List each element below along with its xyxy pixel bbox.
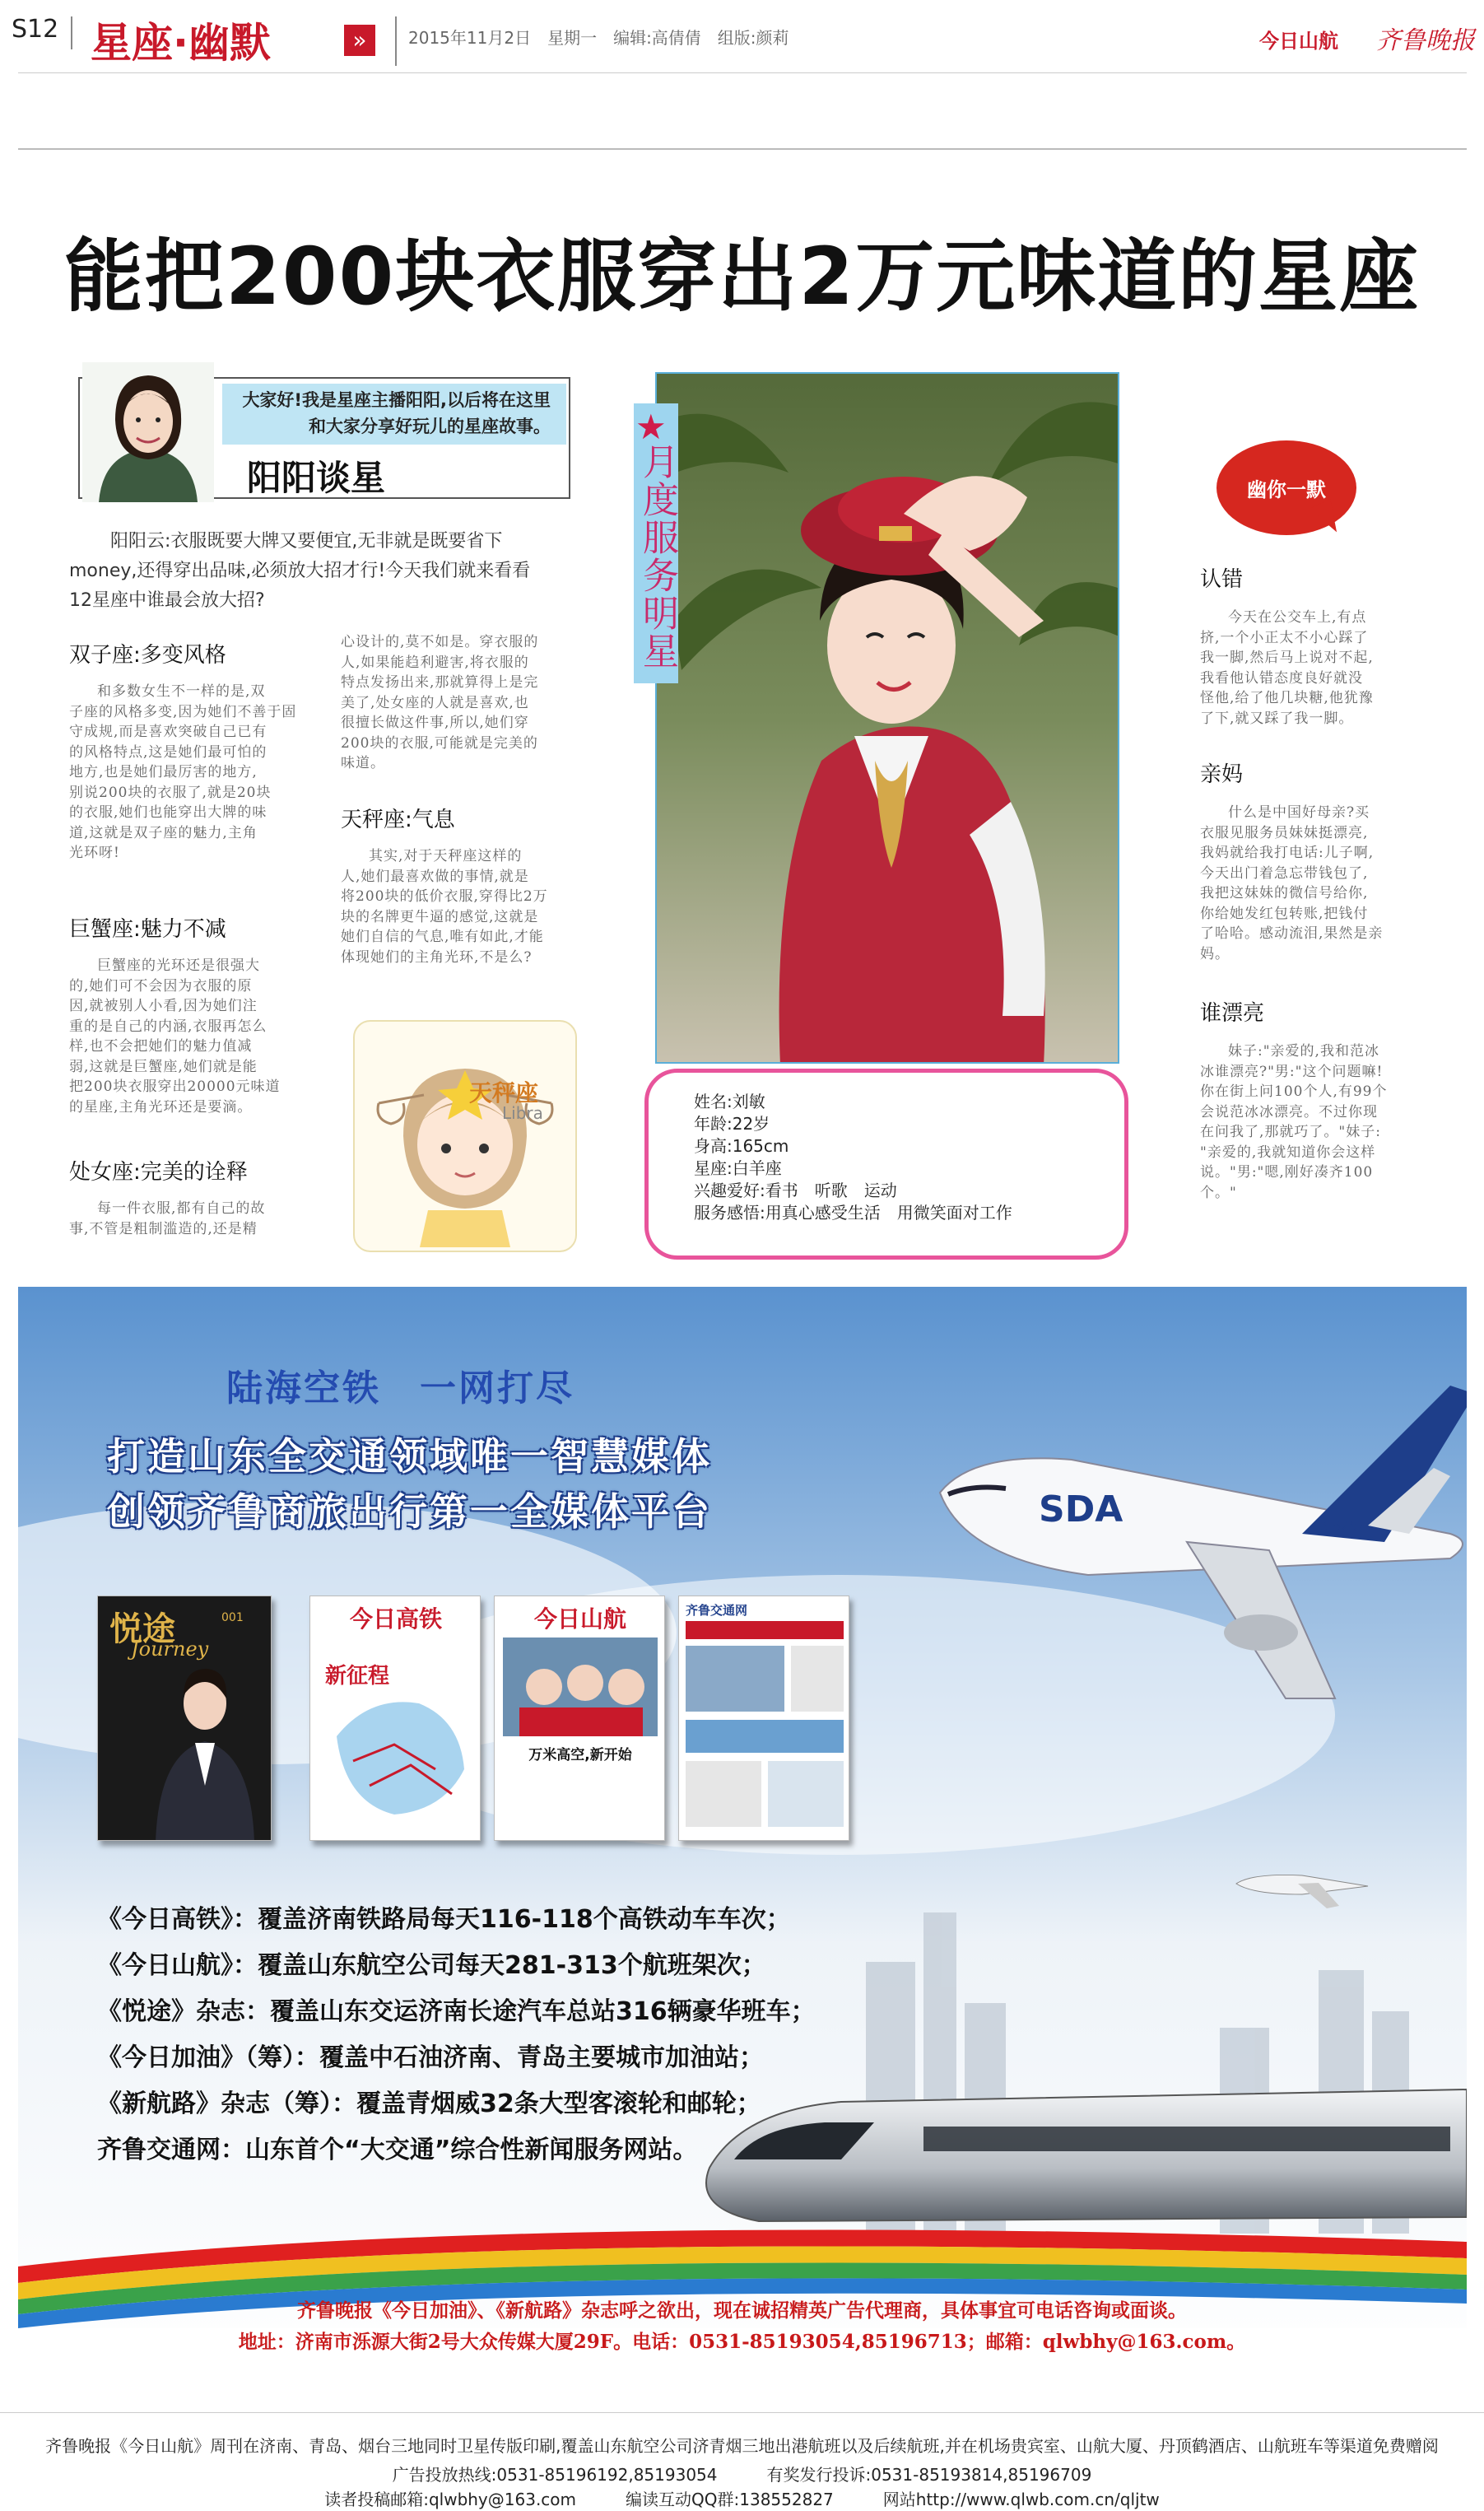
body-line: 地方,也是她们最厉害的地方, [69,764,258,780]
plane-reg: B-5267 [1319,1518,1366,1534]
body-line: 衣服见服务员妹妹挺漂亮, [1200,824,1369,841]
ad-line: 《今日高铁》：覆盖济南铁路局每天116-118个高铁动车车次； [97,1905,791,1934]
star-age: 年龄:22岁 [694,1114,770,1134]
virgo-continued [341,632,579,774]
footer-line: 齐鲁晚报《今日山航》周刊在济南、青岛、烟台三地同时卫星传版印刷,覆盖山东航空公司济青烟三地出港航班以及后续航班,并在机场贵宾室、山航大厦、丹顶鹤酒店、山航班车等渠道免费赠阅 [45,2436,1439,2456]
body-line: 的星座,主角光环还是要滴。 [69,1098,253,1116]
body-line: 其实,对于天秤座这样的 [369,848,523,864]
joke-3 [1200,996,1416,1203]
magazine-title: 今日山航 [533,1605,626,1633]
magazine-yuetu [97,1596,272,1841]
body-line: 将200块的低价衣服,穿得比2万 [341,888,548,905]
libra-title: 天秤座:气息 [341,808,455,832]
body-line: 子座的风格多变,因为她们不善于固 [69,703,297,720]
issue-meta: 2015年11月2日 星期一 编辑:高倩倩 组版:颜莉 [408,28,789,48]
star-motto: 服务感悟:用真心感受生活 用微笑面对工作 [694,1203,1012,1223]
train-illustration [706,2089,1467,2221]
header-divider-2 [395,16,397,66]
greeting-line-2: 和大家分享好玩儿的星座故事。 [309,417,551,436]
plane-logo: SDA [1039,1488,1123,1530]
body-line: 你在街上问100个人,有99个 [1200,1083,1388,1100]
gemini-section [69,638,304,864]
magazine-qljt-web [678,1596,849,1841]
star-info [694,1091,1105,1224]
greeting-line-1: 大家好!我是星座主播阳阳,以后将在这里 [242,390,551,410]
body-line: 道,这就是双子座的魅力,主角 [69,824,258,841]
body-line: 的衣服,她们也能穿出大牌的味 [69,804,267,821]
ad-line: 《今日加油》（筹）：覆盖中石油济南、青岛主要城市加油站； [97,2043,764,2072]
star-sign: 星座:白羊座 [694,1158,782,1178]
star-band-title: 月度服务明星 [636,443,678,670]
cancer-body [69,956,304,1117]
body-line: 因,就被别人小看,因为她们注 [69,998,258,1014]
libra-sticker-en: Libra [502,1103,543,1123]
body-line: 今天在公交车上,有点 [1228,609,1367,626]
star-icon: ★ [635,407,667,447]
star-height: 身高:165cm [694,1136,789,1156]
intro-line: money,还得穿出品味,必须放大招才行!今天我们就来看看 [69,561,531,581]
body-line: 人,她们最喜欢做的事情,就是 [341,868,529,885]
body-line: 妈。 [1200,945,1230,962]
magazine-title: 齐鲁交通网 [686,1603,748,1618]
column-title: 阳阳谈星 [247,458,386,498]
body-line: 美了,处女座的人就是喜欢,也 [341,694,529,711]
cancer-section [69,912,304,1117]
joke-2 [1200,757,1416,964]
magazine-title: 今日高铁 [349,1605,442,1633]
body-line: 把200块衣服穿出20000元味道 [69,1078,281,1095]
body-line: 什么是中国好母亲?买 [1228,804,1370,821]
magazine-en: Journey [131,1638,209,1661]
body-line: 样,也不会把她们的魅力值减 [69,1038,253,1055]
body-line: 每一件衣服,都有自己的故 [97,1200,266,1217]
body-line: 事,不管是粗制滥造的,还是精 [69,1220,258,1237]
body-line: "亲爱的,我就知道你会这样 [1200,1144,1376,1161]
body-line: 心设计的,莫不如是。穿衣服的 [341,634,539,650]
magazine-gaotie [309,1596,481,1841]
magazine-shanhang [494,1596,665,1841]
footer-line: 读者投稿邮箱:qlwbhy@163.com 编读互动QQ群:138552827 网站http://www.qlwb.com.cn/qljtw [324,2490,1160,2509]
gemini-body [69,682,304,864]
footer-rule [0,2412,1484,2413]
gemini-title: 双子座:多变风格 [69,643,226,668]
body-line: 我把这妹妹的微信号给你, [1200,885,1369,901]
magazine-issue: 001 [221,1611,244,1624]
ad-slogan-1: 打造山东全交通领域唯一智慧媒体 [107,1434,712,1479]
header-rule [18,72,1467,73]
body-line: 人,如果能趋利避害,将衣服的 [341,654,529,671]
body-line: 在问我了,那就巧了。"妹子: [1200,1124,1381,1140]
joke-title: 认错 [1200,567,1244,592]
body-line: 弱,这就是巨蟹座,她们就是能 [69,1058,258,1075]
paper-logo: 齐鲁晚报 [1376,26,1475,55]
body-line: 200块的衣服,可能就是完美的 [341,734,538,752]
body-line: 怪他,给了他几块糖,他犹豫 [1200,690,1374,706]
joke-body [1200,803,1416,964]
magazine-title: 悦途 [109,1610,175,1648]
body-line: 说。"男:"嗯,刚好凑齐100 [1200,1164,1374,1181]
body-line: 了下,就又踩了我一脚。 [1200,710,1354,727]
page-number: S12 [12,15,59,44]
headline: 能把200块衣服穿出2万元味道的星座 [63,231,1421,323]
joke-title: 亲妈 [1200,762,1244,787]
humor-bubble-label: 幽你一默 [1247,478,1326,501]
intro-paragraph [69,527,579,616]
section-rule [18,148,1467,150]
body-line: 光环呀! [69,845,120,861]
star-hobby: 兴趣爱好:看书 听歌 运动 [694,1181,897,1200]
body-line: 重的是自己的内涵,衣服再怎么 [69,1018,267,1035]
ad-slogan-2: 创领齐鲁商旅出行第一全媒体平台 [107,1489,712,1534]
section-title: 星座·幽默 [91,19,271,67]
header-divider [71,16,72,49]
body-line: 妹子:"亲爱的,我和范冰 [1228,1043,1379,1060]
body-line: 别说200块的衣服了,就是20块 [69,784,272,801]
body-line: 的,她们可不会因为衣服的原 [69,977,253,995]
intro-line: 阳阳云:衣服既要大牌又要便宜,无非就是既要省下 [110,531,503,552]
body-line: 我看他认错态度良好就没 [1200,669,1363,687]
body-line: 巨蟹座的光环还是很强大 [97,957,260,974]
joke-body [1200,1041,1416,1203]
libra-body [341,846,579,967]
magazine-subtitle: 新征程 [325,1664,390,1689]
body-line: 的风格特点,这是她们最可怕的 [69,743,267,761]
libra-sticker-cn: 天秤座 [469,1079,539,1106]
virgo-title: 处女座:完美的诠释 [69,1160,248,1185]
host-greeting [226,387,564,440]
joke-title: 谁漂亮 [1200,1001,1265,1026]
body-line: 特点发扬出来,那就算得上是完 [341,674,539,691]
ad-line: 《新航路》杂志（筹）：覆盖青烟威32条大型客滚轮和邮轮； [97,2089,761,2118]
body-line: 你给她发红包转账,把钱付 [1200,905,1369,922]
body-line: 她们自信的气息,唯有如此,才能 [341,929,544,945]
ad-tagline: 陆海空铁 一网打尽 [226,1367,575,1409]
star-name: 姓名:刘敏 [694,1092,765,1111]
body-line: 守成规,而是喜欢突破自己已有 [69,724,267,740]
body-line: 个。" [1200,1184,1237,1201]
magazine-subtitle: 万米高空,新开始 [528,1747,632,1763]
body-line: 味道。 [341,755,385,771]
brand-name: 今日山航 [1259,30,1338,53]
virgo-body [69,1199,304,1239]
body-line: 块的名牌更牛逼的感觉,这就是 [341,908,539,925]
ad-recruit: 齐鲁晚报《今日加油》、《新航路》杂志呼之欲出，现在诚招精英广告代理商，具体事宜可电话咨询或面谈。 [297,2299,1187,2322]
body-line: 和多数女生不一样的是,双 [97,683,266,700]
joke-1 [1200,562,1416,729]
virgo-section [69,1155,304,1239]
body-line: 很擅长做这件事,所以,她们穿 [341,715,529,731]
ad-line: 《今日山航》：覆盖山东航空公司每天281-313个航班架次； [97,1951,766,1980]
libra-section [341,803,579,967]
cancer-title: 巨蟹座:魅力不减 [69,917,226,942]
body-line: 冰谁漂亮?"男:"这个问题嘛! [1200,1063,1384,1080]
section-arrow-icon: » [344,25,375,56]
body-line: 挤,一个小正太不小心踩了 [1200,629,1369,646]
ad-address: 地址：济南市泺源大街2号大众传媒大厦29F。电话：0531-85193054,85196713；邮箱：qlwbhy@163.com。 [238,2331,1246,2353]
body-line: 今天出门着急忘带钱包了, [1200,864,1369,882]
intro-line: 12星座中谁最会放大招? [69,590,265,611]
body-line: 我妈就给我打电话:儿子啊, [1200,845,1375,861]
ad-line: 齐鲁交通网：山东首个“大交通”综合性新闻服务网站。 [97,2136,698,2164]
ad-line: 《悦途》杂志：覆盖山东交运济南长途汽车总站316辆豪华班车； [97,1997,816,2026]
libra-illustration [346,1013,584,1260]
body-line: 了哈哈。感动流泪,果然是亲 [1200,925,1384,942]
body-line: 我一脚,然后马上说对不起, [1200,650,1374,666]
star-photo [655,372,1119,1064]
host-avatar [82,362,214,502]
body-line: 体现她们的主角光环,不是么? [341,948,533,966]
footer-line: 广告投放热线:0531-85196192,85193054 有奖发行投诉:0531-85193814,85196709 [392,2465,1092,2485]
body-line: 会说范冰冰漂亮。不过你现 [1200,1103,1378,1120]
joke-body [1200,608,1416,729]
